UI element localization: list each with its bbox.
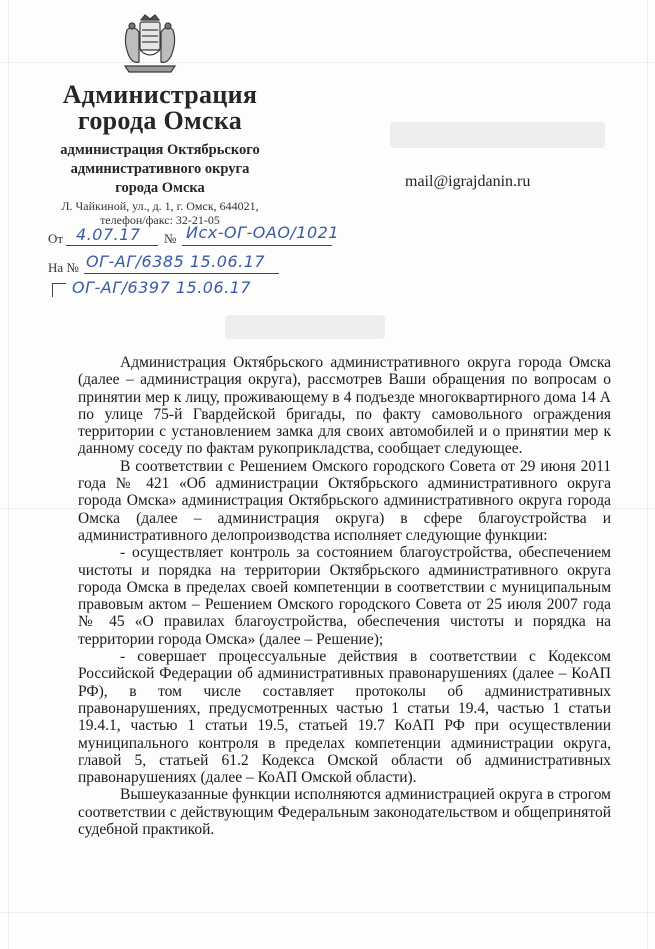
address-line: Л. Чайкиной, ул., д. 1, г. Омск, 644021, — [61, 199, 259, 213]
body-paragraph: Администрация Октябрьского административного округа города Омска (далее – администрация округа), рассмотрев Ваши обращения по вопросам о принятии мер к лицу, проживающему в 4 подъезде многоквартирного дома 14 А по улице 75-й Гвардейской бригады, по факту самовольного ограждения территории с установлением замка для своих автомобилей и о принятии мер к данному соседу по фактам рукоприкладства, сообщает следующее. — [78, 354, 611, 458]
org-name-line: города Омска — [77, 106, 243, 135]
recipient-email: mail@igrajdanin.ru — [405, 173, 531, 190]
body-paragraph: - осуществляет контроль за состоянием благоустройства, обеспечением чистоты и порядка на территории Октябрьского административного округа города Омска в пределах своей компетенции в соответствии с муниципальным правовым актом – Решением Омского городского Совета от 25 июля 2007 года № 45 «О правилах благоустройства, обеспечения чистоты и порядка на территории города Омска» (далее – Решение); — [78, 544, 611, 648]
outgoing-reference — [48, 231, 63, 247]
bracket-mark — [52, 283, 53, 297]
redacted-recipient-name — [390, 122, 605, 148]
organization-subdivision — [40, 141, 280, 198]
org-sub-line: административного округа — [70, 161, 250, 177]
scan-artifact — [8, 0, 9, 949]
scan-artifact — [647, 0, 648, 949]
scan-artifact — [0, 912, 655, 913]
address-line: телефон/факс: 32-21-05 — [100, 213, 220, 227]
reply-reference-2: ОГ-АГ/6397 15.06.17 — [72, 278, 252, 297]
org-sub-line: администрация Октябрьского — [60, 142, 260, 158]
reply-underline — [84, 273, 279, 274]
reply-label: На № — [48, 260, 79, 275]
letter-body — [78, 354, 611, 838]
number-underline — [182, 245, 332, 246]
number-label: № — [164, 231, 177, 246]
body-paragraph: В соответствии с Решением Омского городского Совета от 29 июня 2011 года № 421 «Об администрации Октябрьского административного округа города Омска» администрация Октябрьского административного округа города Омска (далее – администрация округа) в сфере благоустройства и административного делопроизводства исполняет следующие функции: — [78, 457, 611, 544]
outgoing-date: 4.07.17 — [76, 225, 141, 244]
org-name-line: Администрация — [62, 80, 258, 109]
body-paragraph: - совершает процессуальные действия в соответствии с Кодексом Российской Федерации об административных правонарушениях (далее – КоАП РФ), в том числе составляет протоколы об административных правонарушениях, предусмотренных частью 1 статьи 19.4, частью 1 статьи 19.4.1, частью 1 статьи 19.5, статьей 19.7 КоАП РФ при осуществлении муниципального контроля в пределах компетенции администрации округа, главой 5, статьей 61.2 Кодекса Омской области об административных правонарушениях (далее – КоАП Омской области). — [78, 648, 611, 787]
scan-artifact — [0, 62, 655, 63]
from-label: От — [48, 231, 64, 246]
organization-name — [40, 82, 280, 134]
bracket-mark — [52, 283, 66, 284]
date-underline — [66, 245, 158, 246]
org-sub-line: города Омска — [115, 180, 205, 196]
reply-reference-1: ОГ-АГ/6385 15.06.17 — [86, 252, 266, 271]
body-paragraph: Вышеуказанные функции исполняются администрацией округа в строгом соответствии с действующим Федеральным законодательством и общепринятой судебной практикой. — [78, 786, 611, 839]
redacted-salutation — [225, 315, 385, 339]
outgoing-number: Исх-ОГ-ОАО/1021 — [186, 223, 340, 242]
coat-of-arms-emblem — [117, 12, 183, 78]
